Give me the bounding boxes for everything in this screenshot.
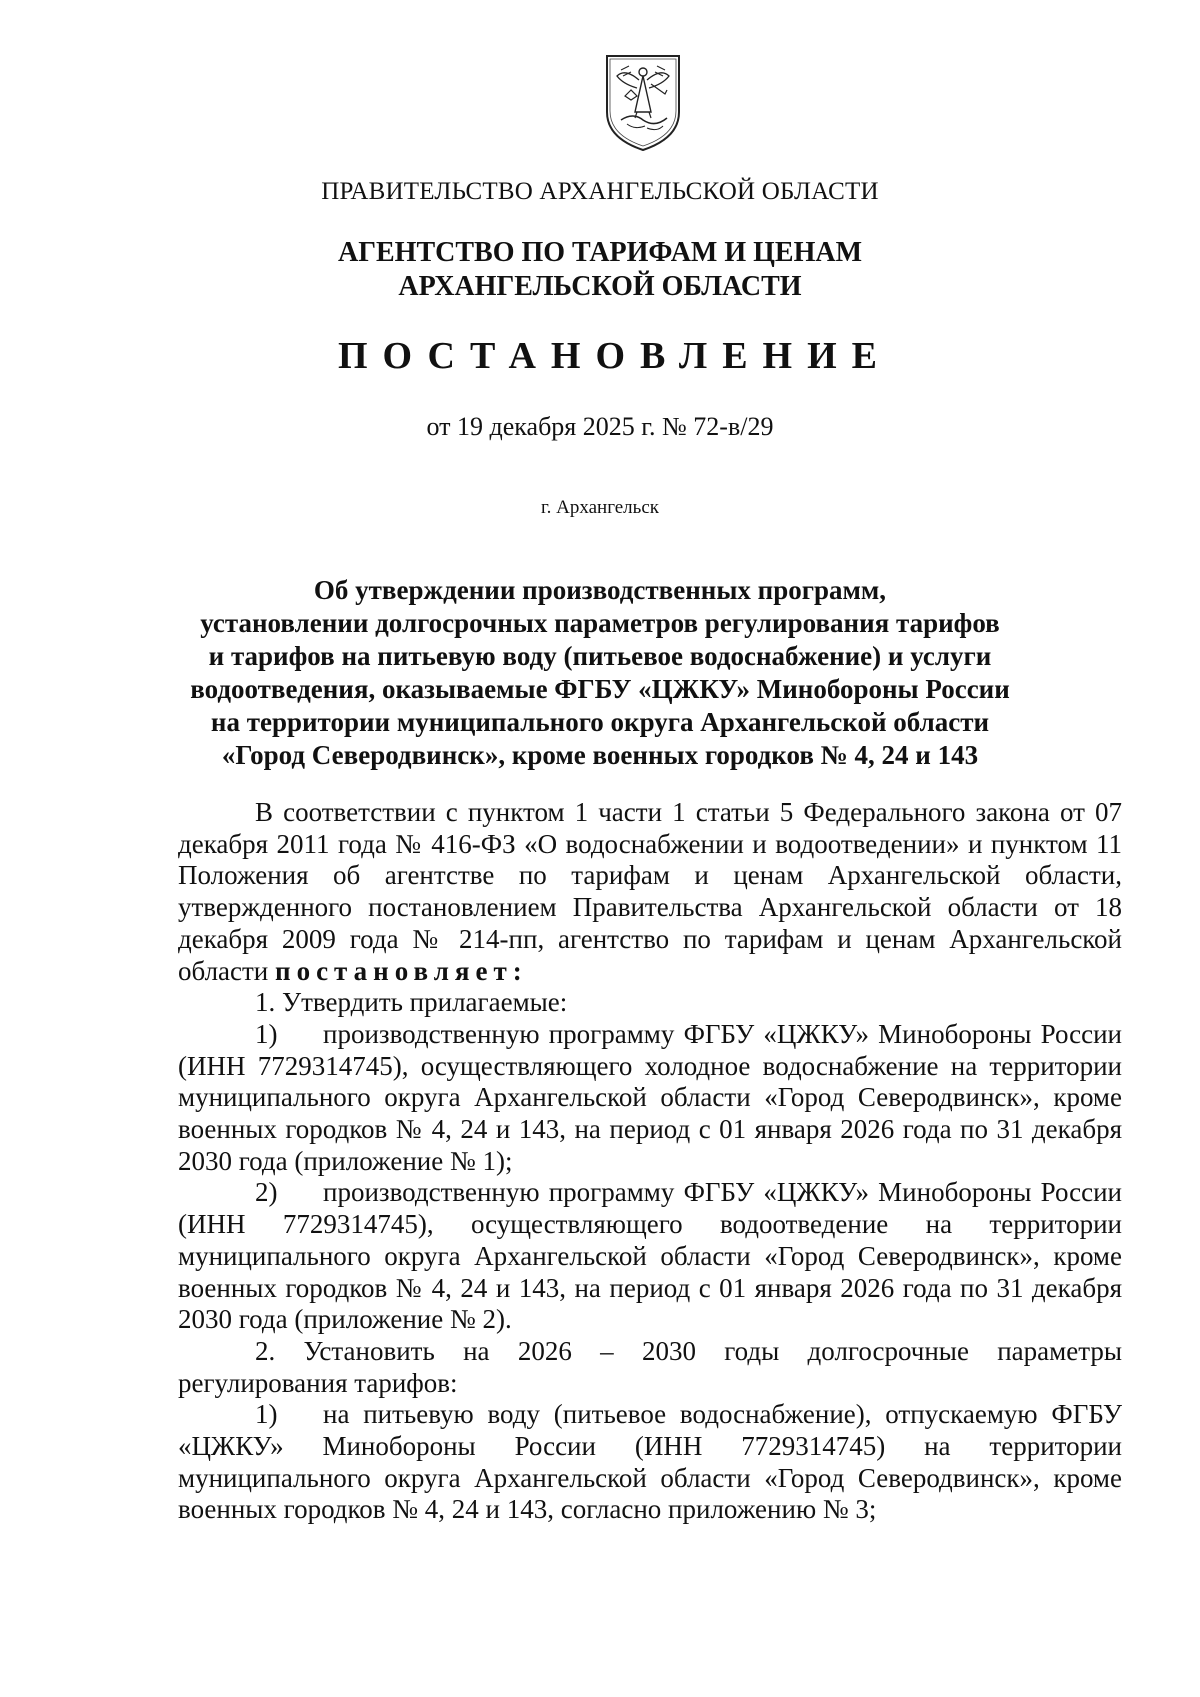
- document-type-title: ПОСТАНОВЛЕНИЕ: [337, 335, 893, 377]
- subject-line: Об утверждении производственных программ,: [313, 575, 887, 605]
- document-subject: [0, 574, 1200, 772]
- item-2: 2. Установить на 2026 – 2030 годы долгосрочные параметры регулирования тарифов:: [178, 1335, 1122, 1398]
- item-1: 1. Утвердить прилагаемые:: [255, 987, 568, 1018]
- item-text: производственную программу ФГБУ «ЦЖКУ» Минобороны России (ИНН 7729314745), осуществляющего холодное водоснабжение на территории муниципального округа Архангельской области «Город Северодвинск», кроме военных городков № 4, 24 и 143, на период с 01 января 2026 года по 31 декабря 2030 года (приложение № 1);: [178, 1018, 1122, 1176]
- government-name: ПРАВИТЕЛЬСТВО АРХАНГЕЛЬСКОЙ ОБЛАСТИ: [321, 178, 879, 205]
- item-number: 1): [255, 1018, 278, 1049]
- coat-of-arms-icon: [601, 50, 685, 154]
- item-number: 1): [255, 1399, 278, 1430]
- item-text: на питьевую воду (питьевое водоснабжение), отпускаемую ФГБУ «ЦЖКУ» Минобороны России (ИНН 7729314745) на территории муниципального округа Архангельской области «Город Северодвинск», кроме военных городков № 4, 24 и 143, согласно приложению № 3;: [178, 1399, 1122, 1525]
- document-body: [178, 797, 1122, 1526]
- preamble-paragraph: [178, 797, 1122, 987]
- preamble-text: В соответствии с пунктом 1 части 1 статьи 5 Федерального закона от 07 декабря 2011 года № 416-ФЗ «О водоснабжении и водоотведении» и пунктом 11 Положения об агентстве по тарифам и ценам Архангельской области, утвержденного постановлением Правительства Архангельской области от 18 декабря 2009 года № 214-пп, агентство по тарифам и ценам Архангельской области: [178, 797, 1122, 986]
- subject-line: на территории муниципального округа Архангельской области: [210, 707, 990, 737]
- agency-name-line-2: АРХАНГЕЛЬСКОЙ ОБЛАСТИ: [398, 271, 802, 302]
- subject-line: «Город Северодвинск», кроме военных городков № 4, 24 и 143: [221, 740, 979, 770]
- subject-line: водоотведения, оказываемые ФГБУ «ЦЖКУ» Минобороны России: [190, 674, 1010, 704]
- decree-word: постановляет:: [275, 955, 528, 986]
- agency-name: [0, 236, 1200, 304]
- item-number: 2): [255, 1177, 278, 1208]
- document-city: г. Архангельск: [540, 497, 659, 518]
- item-2-1: [178, 1399, 1122, 1526]
- agency-name-line-1: АГЕНТСТВО ПО ТАРИФАМ И ЦЕНАМ: [337, 237, 863, 268]
- subject-line: установлении долгосрочных параметров регулирования тарифов: [200, 608, 1000, 638]
- document-date-number: от 19 декабря 2025 г. № 72-в/29: [426, 412, 774, 441]
- item-1-2: [178, 1177, 1122, 1336]
- subject-line: и тарифов на питьевую воду (питьевое водоснабжение) и услуги: [208, 641, 992, 671]
- item-text: производственную программу ФГБУ «ЦЖКУ» Минобороны России (ИНН 7729314745), осуществляющего водоотведение на территории муниципального округа Архангельской области «Город Северодвинск», кроме военных городков № 4, 24 и 143, на период с 01 января 2026 года по 31 декабря 2030 года (приложение № 2).: [178, 1177, 1122, 1335]
- item-1-1: [178, 1019, 1122, 1178]
